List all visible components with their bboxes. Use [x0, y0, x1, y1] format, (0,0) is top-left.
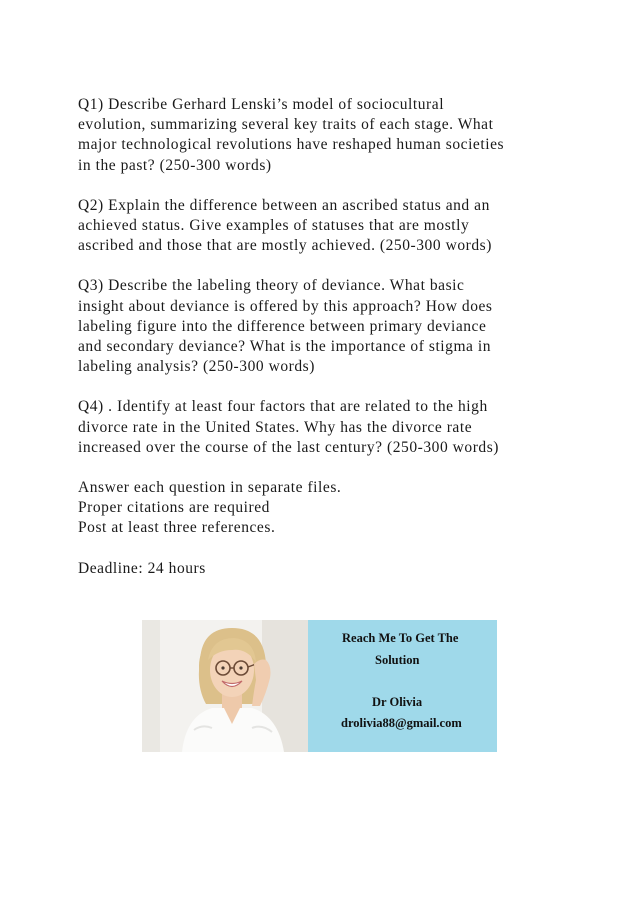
- text-line: Q3) Describe the labeling theory of deviance. What basic: [78, 277, 465, 295]
- contact-banner: [142, 620, 497, 752]
- text-line: Q1) Describe Gerhard Lenski’s model of sociocultural: [78, 96, 445, 113]
- text-line: divorce rate in the United States. Why has the divorce rate: [78, 418, 473, 436]
- question-1: [78, 95, 578, 176]
- solution-heading: Solution: [375, 653, 420, 667]
- text-line: Post at least three references.: [78, 519, 276, 537]
- contact-info-panel: [308, 620, 497, 752]
- text-line: in the past? (250-300 words): [78, 156, 272, 174]
- text-line: achieved status. Give examples of statuses that are mostly: [78, 217, 470, 235]
- contact-email[interactable]: drolivia88@gmail.com: [341, 716, 462, 730]
- text-line: increased over the course of the last century? (250-300 words): [78, 438, 500, 456]
- woman-photo: [142, 620, 308, 752]
- question-4: [78, 397, 578, 458]
- reach-me-heading: Reach Me To Get The: [342, 631, 459, 645]
- text-line: Answer each question in separate files.: [78, 479, 342, 497]
- question-2: [78, 196, 578, 257]
- text-line: and secondary deviance? What is the importance of stigma in: [78, 338, 492, 356]
- text-line: Proper citations are required: [78, 499, 270, 517]
- text-line: ascribed and those that are mostly achieved. (250-300 words): [78, 237, 492, 255]
- text-line: insight about deviance is offered by this approach? How does: [78, 297, 493, 315]
- document-body: [78, 95, 578, 599]
- text-line: Q4) . Identify at least four factors that are related to the high: [78, 398, 488, 416]
- text-line: evolution, summarizing several key traits of each stage. What: [78, 116, 494, 134]
- contact-name: Dr Olivia: [372, 695, 423, 709]
- text-line: major technological revolutions have reshaped human societies: [78, 136, 505, 154]
- text-line: Q2) Explain the difference between an ascribed status and an: [78, 196, 490, 214]
- deadline: [78, 559, 578, 579]
- woman-illustration: [142, 620, 308, 752]
- text-line: Deadline: 24 hours: [78, 559, 206, 577]
- text-line: labeling analysis? (250-300 words): [78, 358, 315, 376]
- question-3: [78, 276, 578, 377]
- instructions: [78, 478, 578, 539]
- text-line: labeling figure into the difference between primary deviance: [78, 317, 487, 335]
